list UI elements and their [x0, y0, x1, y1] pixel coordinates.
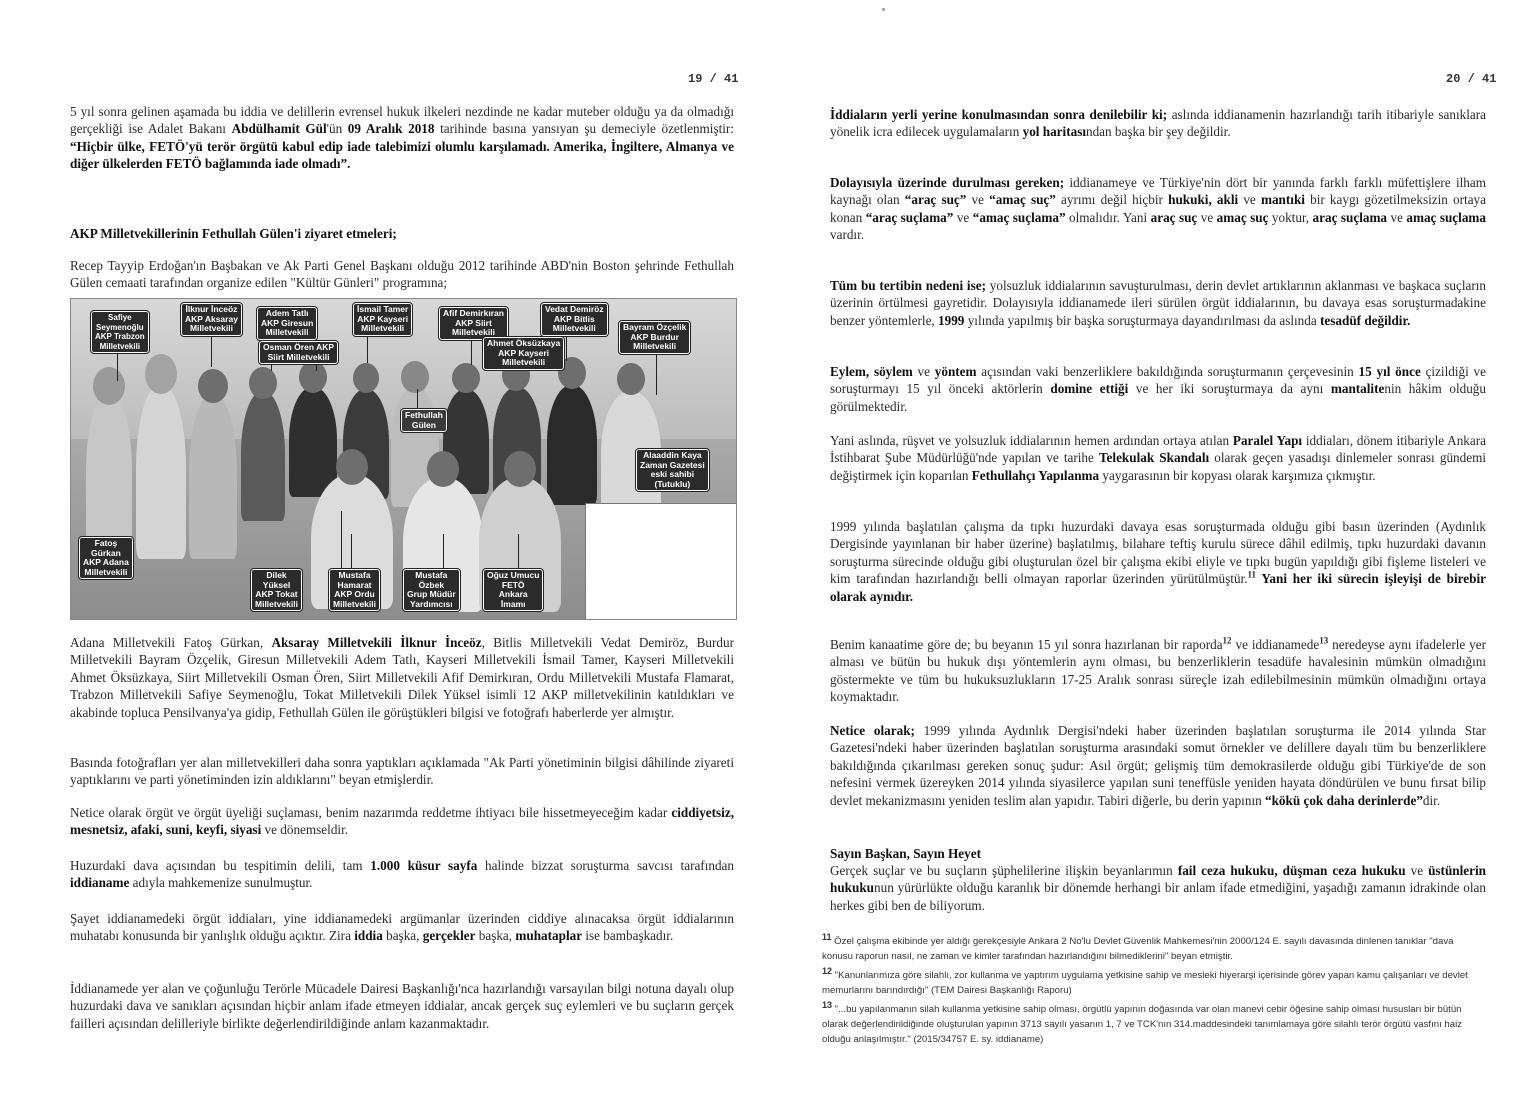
page-number-right: 20 / 41	[1446, 72, 1497, 86]
photo-label: Oğuz Umucu FETÖ Ankara İmamı	[483, 569, 543, 611]
footnote-12: $^{12}$ "Kanunlarımıza göre silahlı, zor kullanma ve yaptırım uygulama yetkisine sahip ve mesleki hiyerarşi içerisinde görev yapan kamu çalışanları ve devlet memurlarını barındırdığı" (TEM Dairesi Başkanlığı Raporu)	[822, 965, 1468, 996]
right-paragraph-8: Netice olarak; 1999 yılında Aydınlık Dergisi'ndeki haber üzerinden başlatılan soruşturma ile 2014 yılında Star Gazetesi'ndeki haber üzerinden başlatılan soruşturma arasındaki somut örnekler ve delillere dayalı tüm bu benzerliklere bakıldığında çıkarılması gereken sonuç şudur: Asıl örgüt; gelişmiş tüm demokrasilerde olduğu gibi Türkiye'de de son nefesini vermek üzereyken 2014 yılında siyasilerce yapılan suni teneffüsle yeniden hayata döndürülen ve bunu fırsat bilip devlet mekanizmasını yeniden teslim alan yapıdır. Tabiri diğerle, bu derin yapının “kökü çok daha derinlerde”dir.	[830, 723, 1486, 808]
photo-label: Alaaddin Kaya Zaman Gazetesi eski sahibi (Tutuklu)	[636, 449, 709, 491]
left-paragraph-basinda: Basında fotoğrafları yer alan milletvekilleri daha sonra yaptıkları açıklamada "Ak Parti yönetiminin bilgisi dâhilinde ziyareti yaptıklarını ve parti yönetiminden izin aldıklarını" beyan etmişlerdir.	[70, 755, 734, 788]
right-heading: Sayın Başkan, Sayın Heyet	[830, 846, 981, 861]
photo-label: Safiye Seymenoğlu AKP Trabzon Milletvekili	[91, 311, 149, 353]
right-paragraph-4: Eylem, söylem ve yöntem açısından vaki benzerliklere bakıldığında soruşturmanın çerçevesinin 15 yıl önce çizildiği ve soruşturmayı 15 yıl önceki aktörlerin domine ettiği ve her iki soruşturmaya da aynı mantalitenin hâkim olduğu görülmektedir.	[830, 364, 1486, 414]
left-paragraph-huzurdaki: Huzurdaki dava açısından bu tespitimin delili, tam 1.000 küsur sayfa halinde bizzat soruşturma savcısı tarafından iddianame adıyla mahkemenize sunulmuştur.	[70, 858, 734, 891]
photo-label: Ahmet Öksüzkaya AKP Kayseri Milletvekili	[483, 337, 564, 370]
footnote-11: $^{11}$ Özel çalışma ekibinde yer aldığı gerekçesiyle Ankara 2 No'lu Devlet Güvenlik Mahkemesi'nin 2000/124 E. sayılı davasında dinlenen tanıklar "dava konusu raporun nasıl, ne zaman ve kimler tarafından hazırlandığını bilmediklerini" beyan etmiştir.	[822, 931, 1454, 962]
left-paragraph-sayet: Şayet iddianamedeki örgüt iddiaları, yine iddianamedeki argümanlar üzerinden ciddiye alınacaksa örgüt iddialarının muhatabı konusunda bir yanlışlık olduğu açıktır. Zira iddia başka, gerçekler başka, muhataplar ise bambaşkadır.	[70, 911, 734, 944]
left-paragraph-intro: 5 yıl sonra gelinen aşamada bu iddia ve delillerin evrensel hukuk ilkeleri nezdinde ne kadar muteber olduğu ya da olmadığı gerçekliği ise Adalet Bakanı Abdülhamit Gül'ün 09 Aralık 2018 tarihinde basına yansıyan şu demeciyle özetlenmiştir: “Hiçbir ülke, FETÖ'yü terör örgütü kabul edip iade talebimizi olumlu karşılamadı. Amerika, İngiltere, Almanya ve diğer ülkelerden FETÖ bağlamında iade olmadı”.	[70, 104, 734, 172]
photo-label: Dilek Yüksel AKP Tokat Milletvekili	[251, 569, 302, 611]
right-paragraph-3: Tüm bu tertibin nedeni ise; yolsuzluk iddialarının savuşturulması, derin devlet artıklarının aklanması ve başkaca suçların üzerinin örtülmesi gayretidir. Dolayısıyla iddianamede ileri sürülen örgüt iddialarının, bu davaya esas soruşturmadakine benzer yöntemlerle, 1999 yılında yapılmış bir başka soruşturmaya dayandırılması da aslında tesadüf değildir.	[830, 278, 1486, 328]
photo-label: Vedat Demiröz AKP Bitlis Milletvekili	[541, 303, 608, 336]
photo-label: Bayram Özçelik AKP Burdur Milletvekili	[619, 321, 690, 354]
photo-label: Mustafa Özbek Grup Müdür Yardımcısı	[403, 569, 460, 611]
photo-label: İlknur İnceöz AKP Aksaray Milletvekili	[181, 303, 242, 336]
right-paragraph-9: Gerçek suçlar ve bu suçların şüphelilerine ilişkin beyanlarımın fail ceza hukuku, düşman ceza hukuku ve üstünlerin hukukunun yürürlükte olduğu karanlık bir dönemde herhangi bir anlam ifade etmediğini, yaşadığı zamanın idrakinde olan herkes gibi ben de biliyorum.	[830, 863, 1486, 913]
photo-label: Adem Tatlı AKP Giresun Milletvekili	[257, 307, 317, 340]
right-paragraph-1: İddiaların yerli yerine konulmasından sonra denilebilir ki; aslında iddianamenin hazırlandığı tarih itibariyle sanıklara yönelik icra edilecek uygulamaların yol haritasından başka bir şey değildir.	[830, 107, 1486, 140]
group-photo	[70, 298, 737, 620]
photo-label: İsmail Tamer AKP Kayseri Milletvekili	[353, 303, 412, 336]
page-number-left: 19 / 41	[688, 72, 739, 86]
photo-caption: Adana Milletvekili Fatoş Gürkan, Aksaray Milletvekili İlknur İnceöz, Bitlis Milletvekili Vedat Demiröz, Burdur Milletvekili Bayram Özçelik, Giresun Milletvekili Adem Tatlı, Kayseri Milletvekili İsmail Tamer, Kayseri Milletvekili Ahmet Öksüzkaya, Siirt Milletvekili Osman Ören, Siirt Milletvekili Afif Demirkıran, Ordu Milletvekili Mustafa Flamarat, Trabzon Milletvekili Safiye Seymenoğlu, Tokat Milletvekili Dilek Yüksel isimli 12 AKP milletvekilinin katıldıkları ve akabinde topluca Pensilvanya'ya gidip, Fethullah Gülen ile görüştükleri bilgisi ve fotoğrafı haberlerde yer almıştır.	[70, 635, 734, 720]
section-heading: AKP Milletvekillerinin Fethullah Gülen'i ziyaret etmeleri;	[70, 226, 397, 241]
left-paragraph-iddianamede: İddianamede yer alan ve çoğunluğu Terörle Mücadele Dairesi Başkanlığı'nca hazırlandığı varsayılan bilgi notuna dayalı olup huzurdaki dava ve sanıkları açısından hiçbir anlam ifade etmeyen iddialar, ancak gerçek suç eylemleri ve bu suçların gerçek failleri açısından delilleriyle birlikte değerlendirildiğinde anlam kazanmaktadır.	[70, 981, 734, 1031]
left-paragraph-netice: Netice olarak örgüt ve örgüt üyeliği suçlaması, benim nazarımda reddetme ihtiyacı bile hissetmeyeceğim kadar ciddiyetsiz, mesnetsiz, afaki, suni, keyfi, siyasi ve dönemseldir.	[70, 805, 734, 838]
photo-label: Mustafa Hamarat AKP Ordu Milletvekili	[329, 569, 380, 611]
footnote-13: $^{13}$ "...bu yapılanmanın silah kullanma yetkisine sahip olması, örgütlü yapının doğasında var olan manevi cebir öğesine sahip olması hususları bir bütün olarak değerlendirildiğinde oluşturulan yapının 3713 sayılı yasanın 1, 7 ve TCK'nın 314.maddesindeki tanımlamaya göre silahlı terör örgütü vasfını haiz olduğu anlaşılmıştır." (2015/34757 E. sy. iddianame)	[822, 999, 1463, 1045]
left-paragraph-boston: Recep Tayyip Erdoğan'ın Başbakan ve Ak Parti Genel Başkanı olduğu 2012 tarihinde ABD'nin Boston şehrinde Fethullah Gülen cemaati tarafından organize edilen "Kültür Günleri" programına;	[70, 258, 734, 291]
right-paragraph-2: Dolayısıyla üzerinde durulması gereken; iddianameye ve Türkiye'nin dört bir yanında farklı farklı müfettişlere ilham kaynağı olan “araç suç” ve “amaç suç” ayrımı değil hiçbir hukuki, akli ve mantıki bir kaygı gözetilmeksizin ortaya konan “araç suçlama” ve “amaç suçlama” olmalıdır. Yani araç suç ve amaç suç yoktur, araç suçlama ve amaç suçlama vardır.	[830, 175, 1487, 243]
right-paragraph-5: Yani aslında, rüşvet ve yolsuzluk iddialarının hemen ardından ortaya atılan Paralel Yapı iddiaları, dönem itibariyle Ankara İstihbarat Şube Müdürlüğü'nde yapılan ve tarihe Telekulak Skandalı olarak geçen yasadışı dinlemeler sonrası gündemi değiştirmek için koparılan Fethullahçı Yapılanma yaygarasının bir kopyası olarak karşımıza çıkmıştır.	[830, 433, 1486, 483]
photo-label: Osman Ören AKP Siirt Milletvekili	[259, 341, 338, 364]
photo-label: Fethullah Gülen	[401, 409, 447, 432]
footnotes	[822, 931, 1486, 1051]
right-paragraph-7: Benim kanaatime göre de; bu beyanın 15 yıl sonra hazırlanan bir raporda$^{12}$ ve iddianamede$^{13}$ neredeyse aynı ifadelerle yer alması ve bütün bu hukuk dışı yöntemlerin aynı olması, bu benzerliklerin tesadüfe havalesinin mümkün olmadığını göstermekte ve tüm bu hukuksuzlukların 17-25 Aralık sonrası süreçle izah edilebilmesinin mümkün olmadığını ortaya koymaktadır.	[830, 635, 1486, 705]
photo-label: Fatoş Gürkan AKP Adana Milletvekili	[79, 537, 133, 579]
right-paragraph-6: 1999 yılında başlatılan çalışma da tıpkı huzurdaki davaya esas soruşturmada olduğu gibi basın üzerinden (Aydınlık Dergisinde yayınlanan bir haber üzerine) başlatılmış, bilahare teftiş kurulu sürece dâhil edilmiş, tıpkı huzurdaki davanın soruşturma sürecinde olduğu gibi oluşturulan özel bir çalışma ekibi eliyle ve tıpkı bugün yapıldığı gibi fişleme listeleri ve kim tarafından hazırlandığı belli olmayan raporlar üzerinden yürütülmüştür.$^{11}$ Yani her iki sürecin işleyişi de birebir olarak aynıdır.	[830, 519, 1486, 604]
photo-label: Afif Demirkıran AKP Siirt Milletvekili	[439, 307, 508, 340]
